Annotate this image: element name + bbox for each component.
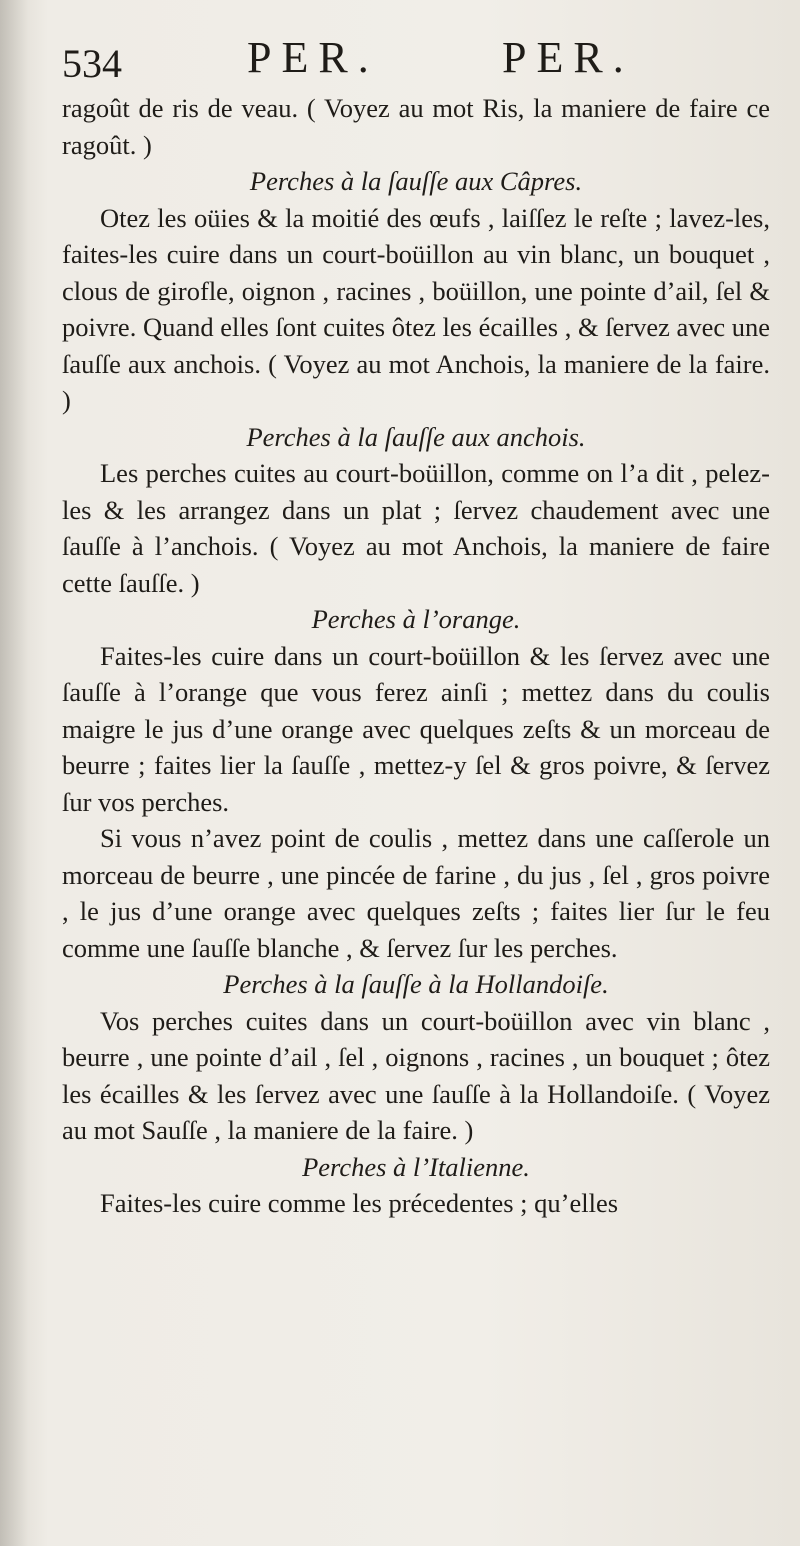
recipe-heading: Perches à la ſauſſe à la Hollandoiſe. [223, 969, 609, 999]
recipe-paragraph: Vos perches cuites dans un court-boüillon avec vin blanc , beurre , une pointe d’ail , ſel , oignons , racines , un bouquet ; ôtez les écailles & les ſervez avec une ſauſſe à la Hollandoiſe. ( Voyez au mot Sauſſe , la maniere de la faire. ) [62, 1005, 770, 1145]
recipe-paragraph: Faites-les cuire dans un court-boüillon & les ſervez avec une ſauſſe à l’orange que vous ferez ainſi ; mettez dans du coulis maigre le jus d’une orange avec quelques zeſts & un morceau de beurre ; faites lier la ſauſſe , mettez-y ſel & gros poivre, & ſervez ſur vos perches. [62, 640, 770, 817]
page-number: 534 [62, 41, 122, 86]
recipe-paragraph: Faites-les cuire comme les précedentes ; qu’elles [100, 1188, 619, 1218]
recipe-paragraph: Les perches cuites au court-boüillon, comme on l’a dit , pelez-les & les arrangez dans un plat ; ſervez chaudement avec une ſauſſe à l’anchois. ( Voyez au mot Anchois, la maniere de faire cette ſauſſe. ) [62, 458, 770, 598]
page-header [62, 28, 770, 90]
paragraph-continued: ragoût de ris de veau. ( Voyez au mot Ris, la maniere de faire ce ragoût. ) [62, 93, 770, 160]
recipe-heading: Perches à la ſauſſe aux anchois. [246, 421, 586, 452]
recipe-heading: Perches à la ſauſſe aux Câpres. [249, 166, 583, 196]
recipe-heading: Perches à l’orange. [311, 604, 521, 634]
running-head-left: PER. [247, 33, 379, 82]
running-head-right: PER. [502, 33, 634, 82]
recipe-paragraph: Otez les oüies & la moitié des œufs , laiſſez le reſte ; lavez-les, faites-les cuire dans un court-boüillon au vin blanc, un bouquet , clous de girofle, oignon , racines , boüillon, une pointe d’ail, ſel & poivre. Quand elles ſont cuites ôtez les écailles , & ſervez avec une ſauſſe aux anchois. ( Voyez au mot Anchois, la maniere de la faire. ) [62, 202, 770, 415]
page-body [62, 90, 770, 1222]
recipe-paragraph: Si vous n’avez point de coulis , mettez dans une caſſerole un morceau de beurre , une pincée de farine , du jus , ſel , gros poivre , le jus d’une orange avec quelques zeſts ; faites lier ſur le feu comme une ſauſſe blanche , & ſervez ſur les perches. [62, 823, 770, 963]
recipe-heading: Perches à l’Italienne. [302, 1151, 530, 1182]
